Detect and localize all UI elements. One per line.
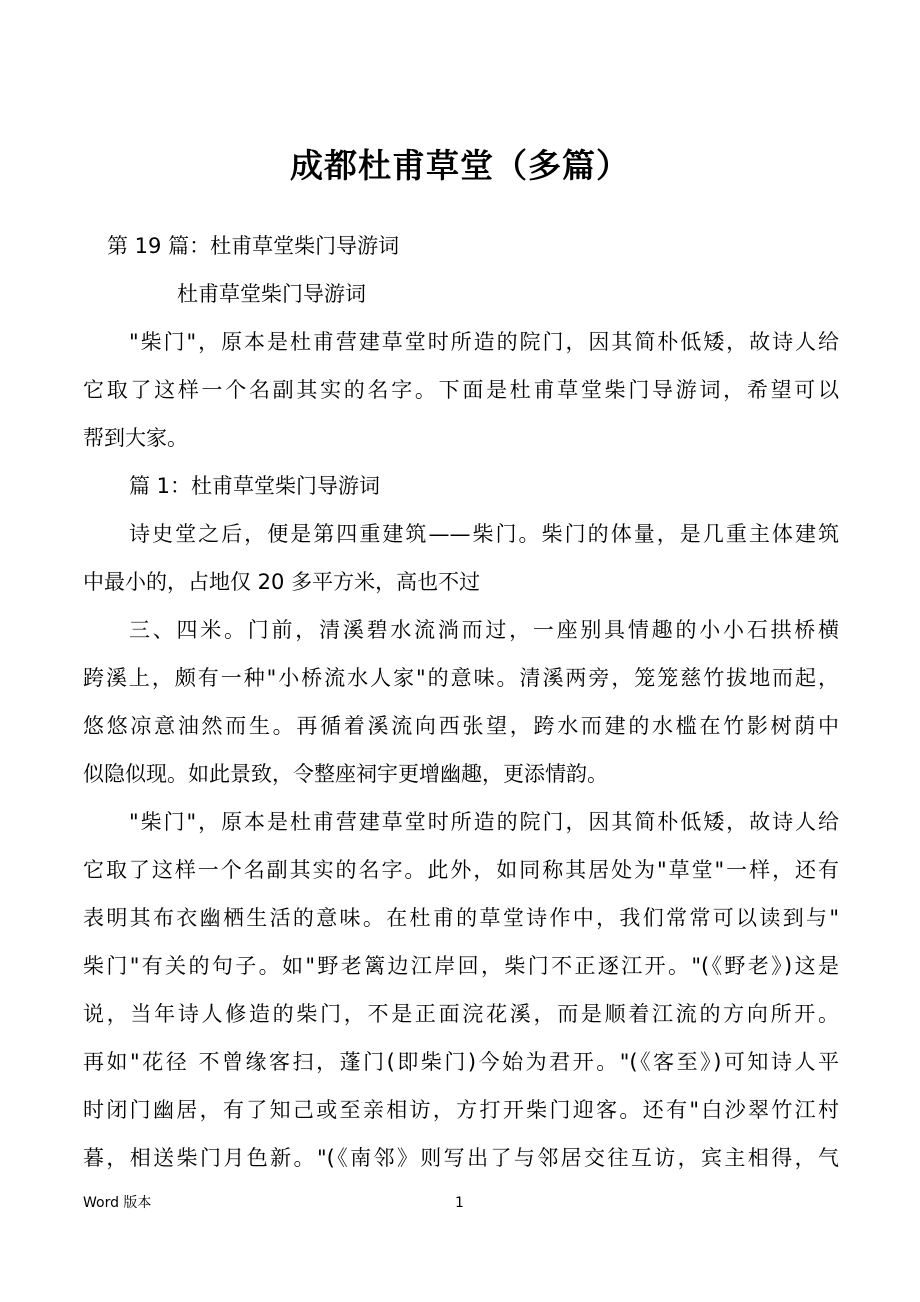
paragraph-line: 柴门"有关的句子。如"野老篱边江岸回，柴门不正逐江开。"(《野老》)这是 [83,954,839,978]
document-title: 成都杜甫草堂（多篇） [290,146,630,185]
paragraph-line: 跨溪上，颇有一种"小桥流水人家"的意味。清溪两旁，笼笼慈竹拔地而起， [83,666,839,690]
paragraph-line: 中最小的，占地仅 20 多平方米，高也不过 [83,570,481,594]
paragraph-line: 暮，相送柴门月色新。"(《南邻》则写出了与邻居交往互访，宾主相得，气 [83,1146,839,1170]
footer-label: Word 版本 [83,1195,152,1211]
paragraph-line: "柴门"，原本是杜甫营建草堂时所造的院门，因其简朴低矮，故诗人给 [129,810,839,834]
paragraph-line: 说，当年诗人修造的柴门，不是正面浣花溪，而是顺着江流的方向所开。 [83,1002,839,1026]
paragraph-line: 时闭门幽居，有了知己或至亲相访，方打开柴门迎客。还有"白沙翠竹江村 [83,1098,839,1122]
section-heading: 第 19 篇：杜甫草堂柴门导游词 [107,234,400,258]
document-body [83,222,839,1182]
paragraph-line: 它取了这样一个名副其实的名字。下面是杜甫草堂柴门导游词，希望可以 [83,378,839,402]
paragraph-line: 悠悠凉意油然而生。再循着溪流向西张望，跨水而建的水槛在竹影树荫中 [83,714,839,738]
paragraph-line: 它取了这样一个名副其实的名字。此外，如同称其居处为"草堂"一样，还有 [83,858,839,882]
page-number: 1 [455,1195,464,1211]
paragraph-line: 三、四米。门前，清溪碧水流淌而过，一座别具情趣的小小石拱桥横 [129,618,839,642]
paragraph-line: 再如"花径 不曾缘客扫，蓬门(即柴门)今始为君开。"(《客至》)可知诗人平 [83,1050,839,1074]
paragraph-line: "柴门"，原本是杜甫营建草堂时所造的院门，因其简朴低矮，故诗人给 [129,330,839,354]
section-heading: 篇 1：杜甫草堂柴门导游词 [129,474,381,498]
paragraph-line: 帮到大家。 [83,426,188,450]
paragraph-line: 似隐似现。如此景致，令整座祠宇更增幽趣，更添情韵。 [83,762,608,786]
paragraph-line: 诗史堂之后，便是第四重建筑——柴门。柴门的体量，是几重主体建筑 [129,522,839,546]
paragraph-line: 表明其布衣幽栖生活的意味。在杜甫的草堂诗作中，我们常常可以读到与" [83,906,839,930]
subtitle: 杜甫草堂柴门导游词 [177,282,366,306]
